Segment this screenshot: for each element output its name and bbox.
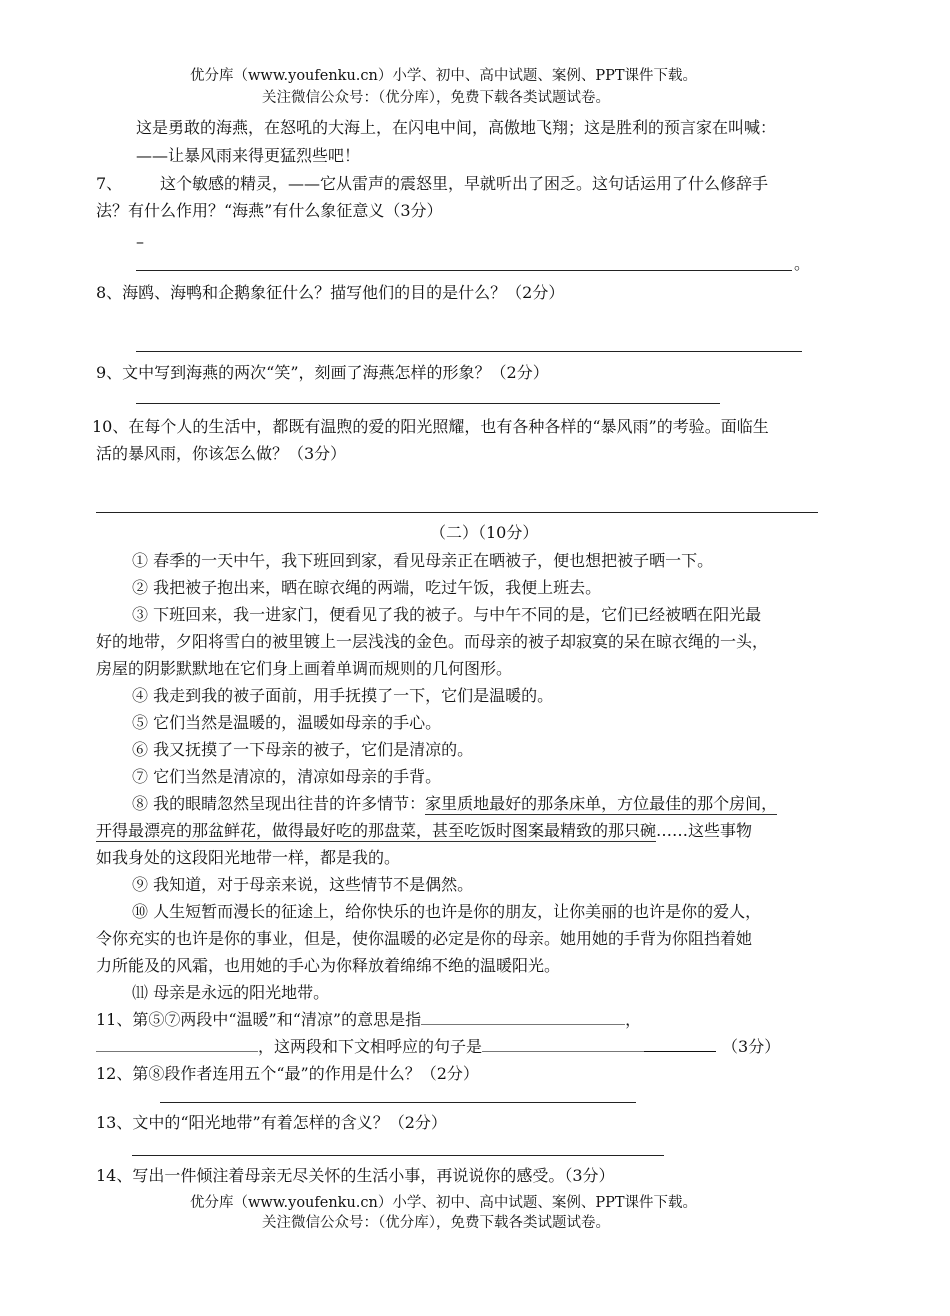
question-number: 7、 <box>96 174 123 193</box>
paragraph: 力所能及的风霜，也用她的手心为你释放着绵绵不绝的温暖阳光。 <box>96 956 561 975</box>
underlined-text: 家里质地最好的那条床单，方位最佳的那个房间， <box>425 794 778 813</box>
question-10-text: 10、在每个人的生活中，都既有温煦的爱的阳光照耀，也有各种各样的“暴风雨”的考验。面临生 <box>92 417 769 436</box>
paragraph: 令你充实的也许是你的事业，但是，使你温暖的必定是你的母亲。她用她的手背为你阻挡着她 <box>96 929 753 948</box>
paragraph: ⑦ 它们当然是清凉的，清凉如母亲的手背。 <box>132 767 442 786</box>
question-11-text <box>96 1037 780 1057</box>
footer-line-2: 关注微信公众号：（优分库），免费下载各类试题试卷。 <box>262 1215 610 1231</box>
comma: ， <box>625 1010 642 1029</box>
paragraph: ⑨ 我知道，对于母亲来说，这些情节不是偶然。 <box>132 875 474 894</box>
answer-line[interactable] <box>96 512 818 513</box>
answer-line[interactable] <box>160 1102 636 1103</box>
score-label: （3分） <box>722 1037 781 1056</box>
passage-line: ——让暴风雨来得更猛烈些吧！ <box>136 146 361 165</box>
paragraph: 房屋的阴影默默地在它们身上画着单调而规则的几何图形。 <box>96 659 513 678</box>
footer-line-1: 优分库（www.youfenku.cn）小学、初中、高中试题、案例、PPT课件下载。 <box>190 1195 698 1211</box>
paragraph: 好的地带，夕阳将雪白的被里镀上一层浅浅的金色。而母亲的被子却寂寞的呆在晾衣绳的一头， <box>96 632 769 651</box>
header-line-1: 优分库（www.youfenku.cn）小学、初中、高中试题、案例、PPT课件下载。 <box>190 68 698 84</box>
paragraph: ④ 我走到我的被子面前，用手抚摸了一下，它们是温暖的。 <box>132 686 554 705</box>
question-10-text: 活的暴风雨，你该怎么做？（3分） <box>96 444 347 463</box>
question-14-text: 14、写出一件倾注着母亲无尽关怀的生活小事，再说说你的感受。（3分） <box>96 1166 615 1185</box>
fill-blank[interactable] <box>421 1010 625 1025</box>
passage-line: 这是勇敢的海燕，在怒吼的大海上，在闪电中间，高傲地飞翔；这是胜利的预言家在叫喊： <box>136 118 777 137</box>
paragraph: ⑥ 我又抚摸了一下母亲的被子，它们是清凉的。 <box>132 740 474 759</box>
paragraph <box>132 794 777 814</box>
underlined-text: 开得最漂亮的那盆鲜花，做得最好吃的那盘菜，甚至吃饭时图案最精致的那只碗 <box>96 821 657 840</box>
question-11-text <box>96 1010 641 1030</box>
question-12-text: 12、第⑧段作者连用五个“最”的作用是什么？（2分） <box>96 1064 479 1083</box>
answer-dash: – <box>136 232 144 251</box>
paragraph-text: ……这些事物 <box>656 821 753 840</box>
question-13-text: 13、文中的“阳光地带”有着怎样的含义？（2分） <box>96 1113 447 1132</box>
paragraph: ① 春季的一天中午，我下班回到家，看见母亲正在晒被子，便也想把被子晒一下。 <box>132 551 714 570</box>
fill-blank[interactable] <box>644 1037 716 1052</box>
paragraph-text: ⑧ 我的眼睛忽然呈现出往昔的许多情节： <box>132 794 426 813</box>
answer-line[interactable] <box>136 270 792 271</box>
answer-line[interactable] <box>136 351 802 352</box>
question-8-text: 8、海鸥、海鸭和企鹅象征什么？描写他们的目的是什么？（2分） <box>96 283 565 302</box>
question-9-text: 9、文中写到海燕的两次“笑”，刻画了海燕怎样的形象？（2分） <box>96 363 549 382</box>
answer-line[interactable] <box>136 403 720 404</box>
paragraph: ⑩ 人生短暂而漫长的征途上，给你快乐的也许是你的朋友，让你美丽的也许是你的爱人， <box>132 902 762 921</box>
question-7-text: 这个敏感的精灵，——它从雷声的震怒里，早就听出了困乏。这句话运用了什么修辞手 <box>160 174 769 193</box>
paragraph <box>96 821 752 841</box>
paragraph: ⑾ 母亲是永远的阳光地带。 <box>132 983 330 1002</box>
question-11-stem: 11、第⑤⑦两段中“温暖”和“清凉”的意思是指 <box>96 1010 422 1029</box>
paragraph: 如我身处的这段阳光地带一样，都是我的。 <box>96 848 401 867</box>
paragraph: ⑤ 它们当然是温暖的，温暖如母亲的手心。 <box>132 713 442 732</box>
answer-period: 。 <box>794 254 811 273</box>
question-7-text: 法？有什么作用？“海燕”有什么象征意义（3分） <box>96 201 443 220</box>
header-line-2: 关注微信公众号：（优分库），免费下载各类试题试卷。 <box>262 90 610 106</box>
fill-blank[interactable] <box>482 1037 644 1052</box>
section-title: （二）（10分） <box>430 523 539 542</box>
question-11-stem: ，这两段和下文相呼应的句子是 <box>258 1037 483 1056</box>
fill-blank[interactable] <box>96 1037 258 1052</box>
answer-line[interactable] <box>132 1155 664 1156</box>
paragraph: ② 我把被子抱出来，晒在晾衣绳的两端，吃过午饭，我便上班去。 <box>132 578 602 597</box>
paragraph: ③ 下班回来，我一进家门，便看见了我的被子。与中午不同的是，它们已经被晒在阳光最 <box>132 605 762 624</box>
